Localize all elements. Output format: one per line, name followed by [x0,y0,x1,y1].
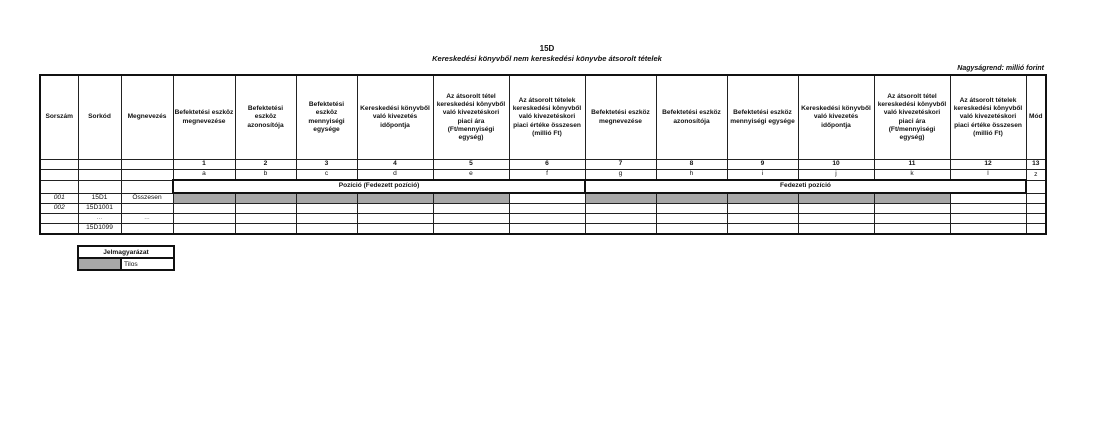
forbidden-cell [874,193,950,204]
col-number: 8 [656,160,727,170]
table-row [40,214,1046,224]
data-cell[interactable] [1026,214,1046,224]
col-letter: j [798,170,874,181]
col-number: 12 [950,160,1026,170]
data-cell[interactable] [585,214,656,224]
legend [77,245,175,271]
data-cell[interactable] [509,224,585,235]
row-sorkod: 15D1099 [78,224,121,235]
col-number: 2 [235,160,296,170]
col-header-sorkod: Sorkód [78,75,121,160]
data-cell[interactable] [656,214,727,224]
forbidden-cell [357,193,433,204]
data-cell[interactable] [433,224,509,235]
data-cell[interactable] [950,214,1026,224]
data-cell[interactable] [727,214,798,224]
data-cell[interactable] [1026,204,1046,214]
data-cell[interactable] [727,224,798,235]
forbidden-cell [798,193,874,204]
data-cell[interactable] [357,214,433,224]
data-cell[interactable] [433,214,509,224]
col-letter: b [235,170,296,181]
col-number: 6 [509,160,585,170]
row-megnevezes: ... [121,214,173,224]
col-letter: g [585,170,656,181]
data-cell[interactable] [433,204,509,214]
data-cell[interactable] [235,224,296,235]
data-cell[interactable] [950,204,1026,214]
row-sorszam: 001 [40,193,78,204]
col-letter: d [357,170,433,181]
data-cell[interactable] [296,214,357,224]
col-header-3: Befektetési eszköz mennyiségi egysége [296,75,357,160]
col-number: 7 [585,160,656,170]
data-cell[interactable] [235,214,296,224]
data-cell[interactable] [173,214,235,224]
col-header-megnevezes: Megnevezés [121,75,173,160]
col-header-12: Az átsorolt tételek kereskedési könyvből való kivezetéskori piaci értéke összesen (millió Ft) [950,75,1026,160]
data-cell[interactable] [509,214,585,224]
data-cell[interactable] [585,224,656,235]
data-cell[interactable] [1026,193,1046,204]
forbidden-cell [235,193,296,204]
col-letter: z [1026,170,1046,181]
row-megnevezes [121,204,173,214]
col-letter: k [874,170,950,181]
form-title: Kereskedési könyvből nem kereskedési könyvbe átsorolt tételek [432,54,662,63]
report-table [39,74,1047,235]
col-header-sorszam: Sorszám [40,75,78,160]
row-megnevezes [121,224,173,235]
col-header-7: Befektetési eszköz megnevezése [585,75,656,160]
forbidden-cell [585,193,656,204]
column-letter-row [40,170,1046,181]
col-letter: c [296,170,357,181]
data-cell[interactable] [173,224,235,235]
data-cell[interactable] [727,204,798,214]
legend-label: Tilos [121,258,174,270]
row-sorszam: 002 [40,204,78,214]
row-sorkod: ... [78,214,121,224]
col-header-2: Befektetési eszköz azonosítója [235,75,296,160]
forbidden-cell [727,193,798,204]
col-header-4: Kereskedési könyvből való kivezetés időpontja [357,75,433,160]
data-cell[interactable] [173,204,235,214]
data-cell[interactable] [509,193,585,204]
col-letter: a [173,170,235,181]
data-cell[interactable] [1026,224,1046,235]
forbidden-cell [173,193,235,204]
table-row [40,224,1046,235]
col-number: 11 [874,160,950,170]
col-header-10: Kereskedési könyvből való kivezetés időpontja [798,75,874,160]
col-number: 10 [798,160,874,170]
data-cell[interactable] [950,224,1026,235]
col-number: 4 [357,160,433,170]
col-letter: e [433,170,509,181]
data-cell[interactable] [357,224,433,235]
col-header-11: Az átsorolt tétel kereskedési könyvből való kivezetéskori piaci ára (Ft/mennyiségi egység) [874,75,950,160]
col-header-1: Befektetési eszköz megnevezése [173,75,235,160]
col-number: 1 [173,160,235,170]
data-cell[interactable] [874,224,950,235]
col-number: 3 [296,160,357,170]
col-letter: h [656,170,727,181]
row-sorszam [40,224,78,235]
forbidden-cell [433,193,509,204]
col-letter: f [509,170,585,181]
data-cell[interactable] [874,204,950,214]
data-cell[interactable] [585,204,656,214]
form-code: 15D [539,44,555,53]
col-header-13: Mód [1026,75,1046,160]
forbidden-cell [656,193,727,204]
col-header-9: Befektetési eszköz mennyiségi egysége [727,75,798,160]
data-cell[interactable] [357,204,433,214]
row-sorszam [40,214,78,224]
table-row [40,193,1046,204]
data-cell[interactable] [798,204,874,214]
table-row [40,204,1046,214]
group-label-row [40,180,1046,193]
data-cell[interactable] [798,214,874,224]
col-header-6: Az átsorolt tételek kereskedési könyvből való kivezetéskori piaci értéke összesen (millió Ft) [509,75,585,160]
col-number: 9 [727,160,798,170]
col-number: 5 [433,160,509,170]
col-header-5: Az átsorolt tétel kereskedési könyvből való kivezetéskori piaci ára (Ft/mennyiségi egység) [433,75,509,160]
data-cell[interactable] [874,214,950,224]
col-number: 13 [1026,160,1046,170]
data-cell[interactable] [235,204,296,214]
header-row [40,75,1046,160]
data-cell[interactable] [296,204,357,214]
col-letter: i [727,170,798,181]
col-header-8: Befektetési eszköz azonosítója [656,75,727,160]
col-letter: l [950,170,1026,181]
row-sorkod: 15D1 [78,193,121,204]
column-number-row [40,160,1046,170]
data-cell[interactable] [798,224,874,235]
unit-label: Nagyságrend: millió forint [957,65,1044,72]
group-label-position: Pozíció (Fedezett pozíció) [173,180,585,193]
row-sorkod: 15D1001 [78,204,121,214]
data-cell[interactable] [656,204,727,214]
forbidden-cell [296,193,357,204]
group-label-hedge: Fedezeti pozíció [585,180,1026,193]
data-cell[interactable] [296,224,357,235]
data-cell[interactable] [509,204,585,214]
row-megnevezes: Összesen [121,193,173,204]
legend-swatch-forbidden [78,258,121,270]
data-cell[interactable] [950,193,1026,204]
data-cell[interactable] [656,224,727,235]
legend-title: Jelmagyarázat [78,246,174,258]
